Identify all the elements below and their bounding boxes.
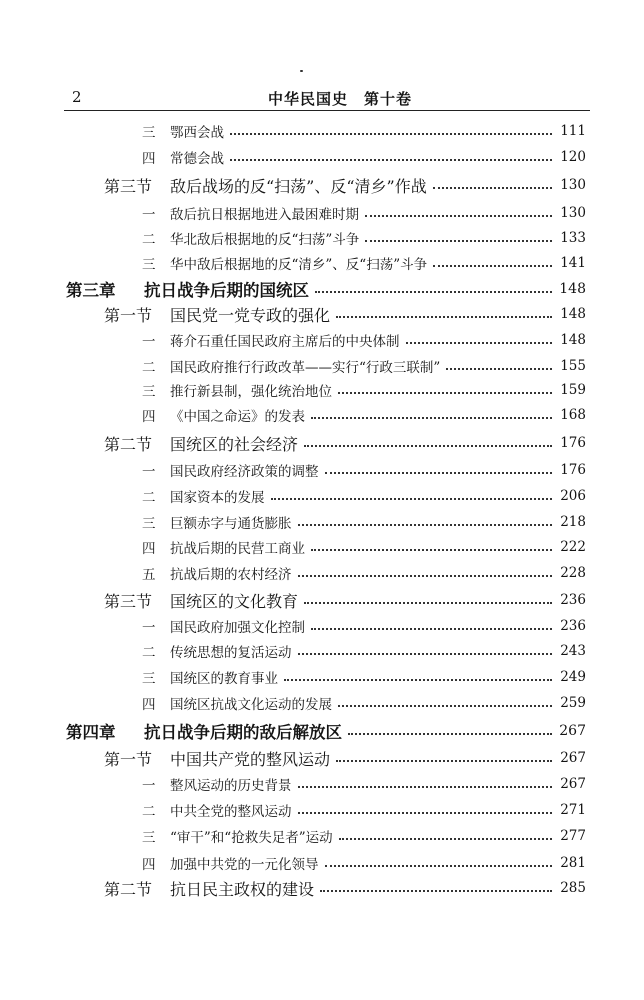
toc-subsection-number: 四 — [142, 409, 156, 425]
toc-page-number: 176 — [560, 462, 586, 478]
toc-page-number: 141 — [560, 255, 586, 271]
page-header — [0, 0, 644, 110]
dot-leader — [336, 316, 552, 318]
toc-chapter-row — [66, 276, 586, 302]
dot-leader — [311, 549, 552, 551]
toc-subsection-row — [142, 377, 586, 403]
toc-subsection-number: 三 — [142, 257, 156, 273]
dot-leader — [365, 240, 552, 242]
toc-subsection-number: 二 — [142, 232, 156, 248]
toc-section-number: 第三节 — [104, 591, 153, 611]
toc-chapter-row — [66, 718, 586, 744]
toc-page-number: 236 — [560, 618, 586, 634]
toc-page-number: 120 — [560, 149, 586, 165]
toc-subsection-title: 鄂西会战 — [170, 125, 224, 141]
toc-page-number: 206 — [560, 488, 586, 504]
toc-subsection-number: 四 — [142, 151, 156, 167]
dot-leader — [433, 265, 552, 267]
toc-section-row — [104, 301, 586, 327]
toc-page-number: 168 — [560, 407, 586, 423]
dot-leader — [311, 417, 552, 419]
ink-speck — [300, 70, 303, 72]
toc-subsection-number: 一 — [142, 334, 156, 350]
toc-subsection-number: 四 — [142, 857, 156, 873]
toc-subsection-title: 华中敌后根据地的反“清乡”、反“扫荡”斗争 — [170, 257, 428, 273]
dot-leader — [304, 602, 552, 604]
toc-subsection-title: 巨额赤字与通货膨胀 — [170, 516, 292, 532]
dot-leader — [338, 392, 552, 394]
toc-section-number: 第二节 — [104, 879, 153, 899]
toc-section-title: 国统区的社会经济 — [170, 434, 299, 454]
toc-chapter-title: 抗日战争后期的敌后解放区 — [144, 723, 342, 742]
toc-subsection-number: 四 — [142, 697, 156, 713]
toc-page-number: 148 — [560, 306, 586, 322]
toc-page-number: 243 — [560, 643, 586, 659]
toc-subsection-title: 传统思想的复活运动 — [170, 645, 292, 661]
toc-subsection-row — [142, 664, 586, 690]
header-rule — [64, 110, 590, 111]
toc-page-number: 176 — [560, 435, 586, 451]
running-title: 中华民国史 第十卷 — [268, 90, 413, 108]
dot-leader — [298, 653, 553, 655]
toc-page-number: 155 — [560, 358, 586, 374]
dot-leader — [311, 628, 552, 630]
toc-subsection-row — [142, 353, 586, 379]
dot-leader — [298, 524, 553, 526]
toc-page-number: 148 — [559, 281, 586, 297]
toc-subsection-title: 敌后抗日根据地进入最困难时期 — [170, 207, 359, 223]
dot-leader — [284, 679, 552, 681]
toc-subsection-row — [142, 225, 586, 251]
toc-subsection-title: 整风运动的历史背景 — [170, 778, 292, 794]
toc-subsection-number: 五 — [142, 567, 156, 583]
toc-section-number: 第二节 — [104, 434, 153, 454]
toc-section-row — [104, 745, 586, 771]
toc-page-number: 249 — [560, 669, 586, 685]
toc-page-number: 222 — [560, 539, 586, 555]
toc-subsection-number: 一 — [142, 207, 156, 223]
toc-subsection-row — [142, 613, 586, 639]
toc-subsection-row — [142, 797, 586, 823]
toc-subsection-row — [142, 118, 586, 144]
toc-subsection-title: 蒋介石重任国民政府主席后的中央体制 — [170, 334, 400, 350]
toc-page-number: 285 — [560, 880, 586, 896]
toc-subsection-number: 三 — [142, 830, 156, 846]
toc-subsection-title: 加强中共党的一元化领导 — [170, 857, 319, 873]
toc-subsection-number: 三 — [142, 384, 156, 400]
toc-section-row — [104, 172, 586, 198]
toc-page-number: 267 — [560, 776, 586, 792]
toc-subsection-number: 三 — [142, 671, 156, 687]
toc-subsection-number: 二 — [142, 804, 156, 820]
toc-subsection-number: 二 — [142, 360, 156, 376]
toc-subsection-row — [142, 483, 586, 509]
toc-subsection-row — [142, 509, 586, 535]
toc-subsection-title: 国民政府经济政策的调整 — [170, 464, 319, 480]
toc-subsection-row — [142, 850, 586, 876]
toc-subsection-number: 三 — [142, 125, 156, 141]
toc-page-number: 159 — [560, 382, 586, 398]
toc-subsection-title: 国民政府加强文化控制 — [170, 620, 305, 636]
dot-leader — [271, 498, 553, 500]
toc-page-number: 148 — [560, 332, 586, 348]
toc-subsection-number: 二 — [142, 645, 156, 661]
toc-section-row — [104, 430, 586, 456]
dot-leader — [338, 705, 552, 707]
toc-subsection-title: 华北敌后根据地的反“扫荡”斗争 — [170, 232, 360, 248]
dot-leader — [304, 445, 552, 447]
toc-section-title: 中国共产党的整风运动 — [170, 749, 331, 769]
toc-page-number: 281 — [560, 855, 586, 871]
toc-subsection-row — [142, 200, 586, 226]
toc-subsection-title: 推行新县制，强化统治地位 — [170, 384, 332, 400]
toc-subsection-title: 国统区的教育事业 — [170, 671, 278, 687]
page-number: 2 — [72, 88, 82, 106]
dot-leader — [433, 187, 552, 189]
toc-subsection-row — [142, 771, 586, 797]
toc-section-title: 国民党一党专政的强化 — [170, 305, 331, 325]
toc-section-number: 第一节 — [104, 305, 153, 325]
toc-section-number: 第三节 — [104, 176, 153, 196]
toc-subsection-title: 国统区抗战文化运动的发展 — [170, 697, 332, 713]
dot-leader — [339, 838, 552, 840]
toc-chapter-number: 第四章 — [66, 723, 116, 742]
dot-leader — [298, 786, 553, 788]
toc-page-number: 133 — [560, 230, 586, 246]
toc-chapter-number: 第三章 — [66, 281, 116, 300]
toc-subsection-number: 二 — [142, 490, 156, 506]
toc-subsection-number: 四 — [142, 541, 156, 557]
toc-section-number: 第一节 — [104, 749, 153, 769]
dot-leader — [336, 760, 552, 762]
toc-page-number: 111 — [560, 123, 586, 139]
toc-subsection-number: 三 — [142, 516, 156, 532]
toc-subsection-title: 抗战后期的农村经济 — [170, 567, 292, 583]
dot-leader — [325, 472, 553, 474]
dot-leader — [298, 812, 553, 814]
dot-leader — [230, 159, 552, 161]
toc-subsection-number: 一 — [142, 620, 156, 636]
dot-leader — [446, 368, 552, 370]
toc-subsection-row — [142, 823, 586, 849]
toc-section-title: 抗日民主政权的建设 — [170, 879, 315, 899]
toc-subsection-title: 抗战后期的民营工商业 — [170, 541, 305, 557]
dot-leader — [230, 133, 552, 135]
dot-leader — [348, 733, 552, 735]
toc-page-number: 267 — [560, 750, 586, 766]
toc-page-number: 218 — [560, 514, 586, 530]
toc-page-number: 259 — [560, 695, 586, 711]
toc-subsection-row — [142, 402, 586, 428]
toc-page-number: 267 — [559, 723, 586, 739]
toc-page-number: 130 — [560, 177, 586, 193]
toc-subsection-title: “审干”和“抢救失足者”运动 — [170, 830, 333, 846]
dot-leader — [406, 342, 553, 344]
dot-leader — [298, 575, 553, 577]
toc-section-title: 敌后战场的反“扫荡”、反“清乡”作战 — [170, 176, 427, 196]
toc-page-number: 228 — [560, 565, 586, 581]
toc-section-title: 国统区的文化教育 — [170, 591, 299, 611]
toc-page-number: 271 — [560, 802, 586, 818]
toc-subsection-title: 国民政府推行行政改革——实行“行政三联制” — [170, 360, 441, 376]
toc-subsection-title: 常德会战 — [170, 151, 224, 167]
toc-subsection-title: 中共全党的整风运动 — [170, 804, 292, 820]
toc-subsection-row — [142, 250, 586, 276]
toc-subsection-row — [142, 638, 586, 664]
toc-subsection-number: 一 — [142, 464, 156, 480]
toc-subsection-title: 国家资本的发展 — [170, 490, 265, 506]
toc-subsection-row — [142, 534, 586, 560]
toc-page-number: 130 — [560, 205, 586, 221]
dot-leader — [315, 291, 552, 293]
toc-subsection-row — [142, 144, 586, 170]
toc-subsection-row — [142, 457, 586, 483]
toc-subsection-row — [142, 690, 586, 716]
dot-leader — [325, 865, 553, 867]
toc-subsection-row — [142, 327, 586, 353]
toc-section-row — [104, 587, 586, 613]
toc-section-row — [104, 875, 586, 901]
toc-page-number: 236 — [560, 592, 586, 608]
toc-chapter-title: 抗日战争后期的国统区 — [144, 281, 309, 300]
dot-leader — [365, 215, 552, 217]
toc-subsection-title: 《中国之命运》的发表 — [170, 409, 305, 425]
toc-subsection-number: 一 — [142, 778, 156, 794]
dot-leader — [320, 890, 552, 892]
toc-page-number: 277 — [560, 828, 586, 844]
toc-subsection-row — [142, 560, 586, 586]
